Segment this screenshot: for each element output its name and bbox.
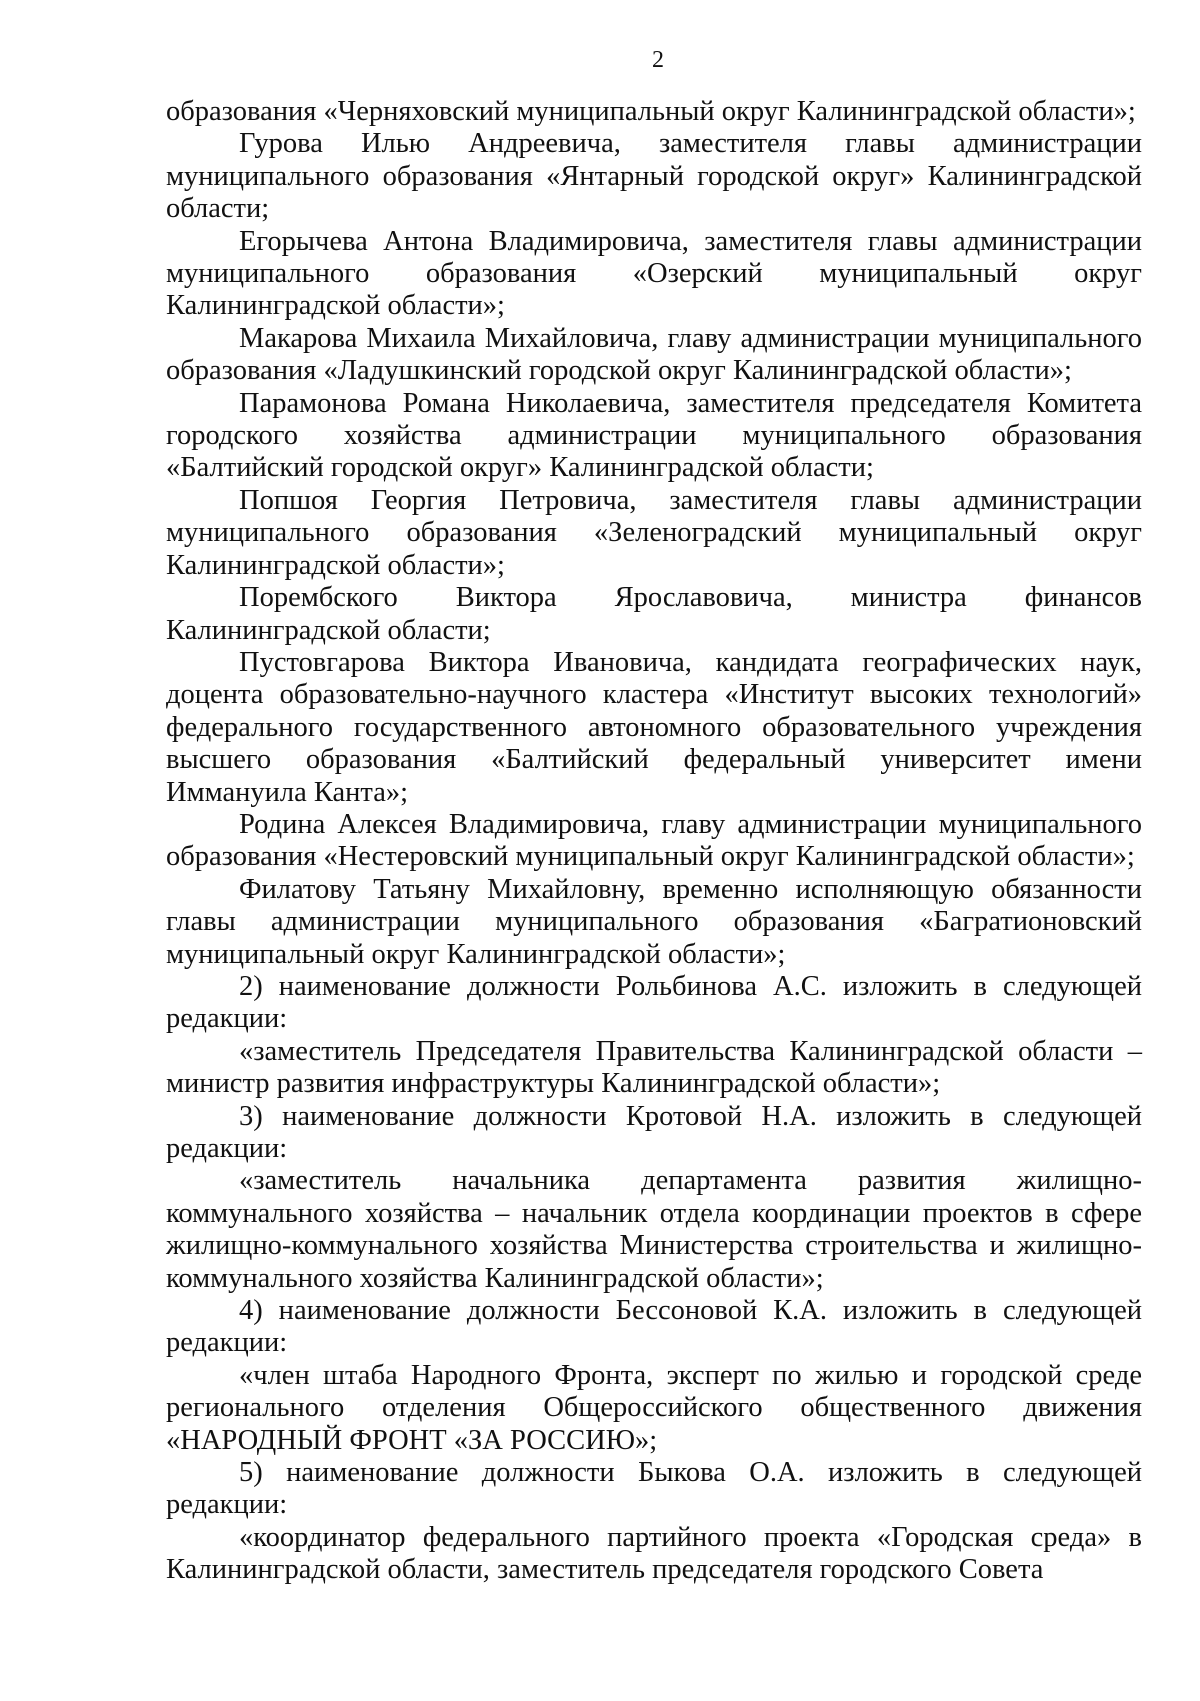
paragraph: Гурова Илью Андреевича, заместителя главы администрации муниципального образования «Янтарный городской округ» Калининградской области; [166, 128, 1142, 225]
paragraph: «координатор федерального партийного проекта «Городская среда» в Калининградской области, заместитель председателя городского Совета [166, 1521, 1142, 1586]
paragraph: 2) наименование должности Рольбинова А.С. изложить в следующей редакции: [166, 970, 1142, 1035]
paragraph: Макарова Михаила Михайловича, главу администрации муниципального образования «Ладушкинский городской округ Калининградской области»; [166, 322, 1142, 387]
paragraph: Егорычева Антона Владимировича, заместителя главы администрации муниципального образования «Озерский муниципальный округ Калининградской области»; [166, 225, 1142, 322]
paragraph: Попшоя Георгия Петровича, заместителя главы администрации муниципального образования «Зеленоградский муниципальный округ Калининградской области»; [166, 484, 1142, 581]
paragraph: Порембского Виктора Ярославовича, министра финансов Калининградской области; [166, 582, 1142, 646]
paragraph: 5) наименование должности Быкова О.А. изложить в следующей редакции: [166, 1457, 1142, 1521]
paragraph: 4) наименование должности Бессоновой К.А. изложить в следующей редакции: [166, 1295, 1142, 1359]
paragraph: «заместитель Председателя Правительства Калининградской области – министр развития инфраструктуры Калининградской области»; [166, 1035, 1142, 1100]
paragraph: Парамонова Романа Николаевича, заместителя председателя Комитета городского хозяйства администрации муниципального образования «Балтийский городской округ» Калининградской области; [166, 387, 1142, 484]
paragraph: 3) наименование должности Кротовой Н.А. изложить в следующей редакции: [166, 1100, 1142, 1164]
paragraph: Пустовгарова Виктора Ивановича, кандидата географических наук, доцента образовательно-научного кластера «Институт высоких технологий» федерального государственного автономного образовательного учреждения высшего образования «Балтийский федеральный университет имени Иммануила Канта»; [166, 646, 1142, 808]
page-number: 2 [652, 47, 664, 73]
paragraph: Филатову Татьяну Михайловну, временно исполняющую обязанности главы администрации муниципального образования «Багратионовский муниципальный округ Калининградской области»; [166, 873, 1142, 970]
paragraph: «заместитель начальника департамента развития жилищно-коммунального хозяйства – начальник отдела координации проектов в сфере жилищно-коммунального хозяйства Министерства строительства и жилищно-коммунального хозяйства Калининградской области»; [166, 1165, 1142, 1294]
paragraph: «член штаба Народного Фронта, эксперт по жилью и городской среде регионального отделения Общероссийского общественного движения «НАРОДНЫЙ ФРОНТ «ЗА РОССИЮ»; [166, 1359, 1142, 1456]
paragraph: Родина Алексея Владимировича, главу администрации муниципального образования «Нестеровский муниципальный округ Калининградской области»; [166, 808, 1142, 873]
paragraph: образования «Черняховский муниципальный округ Калининградской области»; [166, 96, 1136, 127]
document-body [166, 96, 1142, 1587]
